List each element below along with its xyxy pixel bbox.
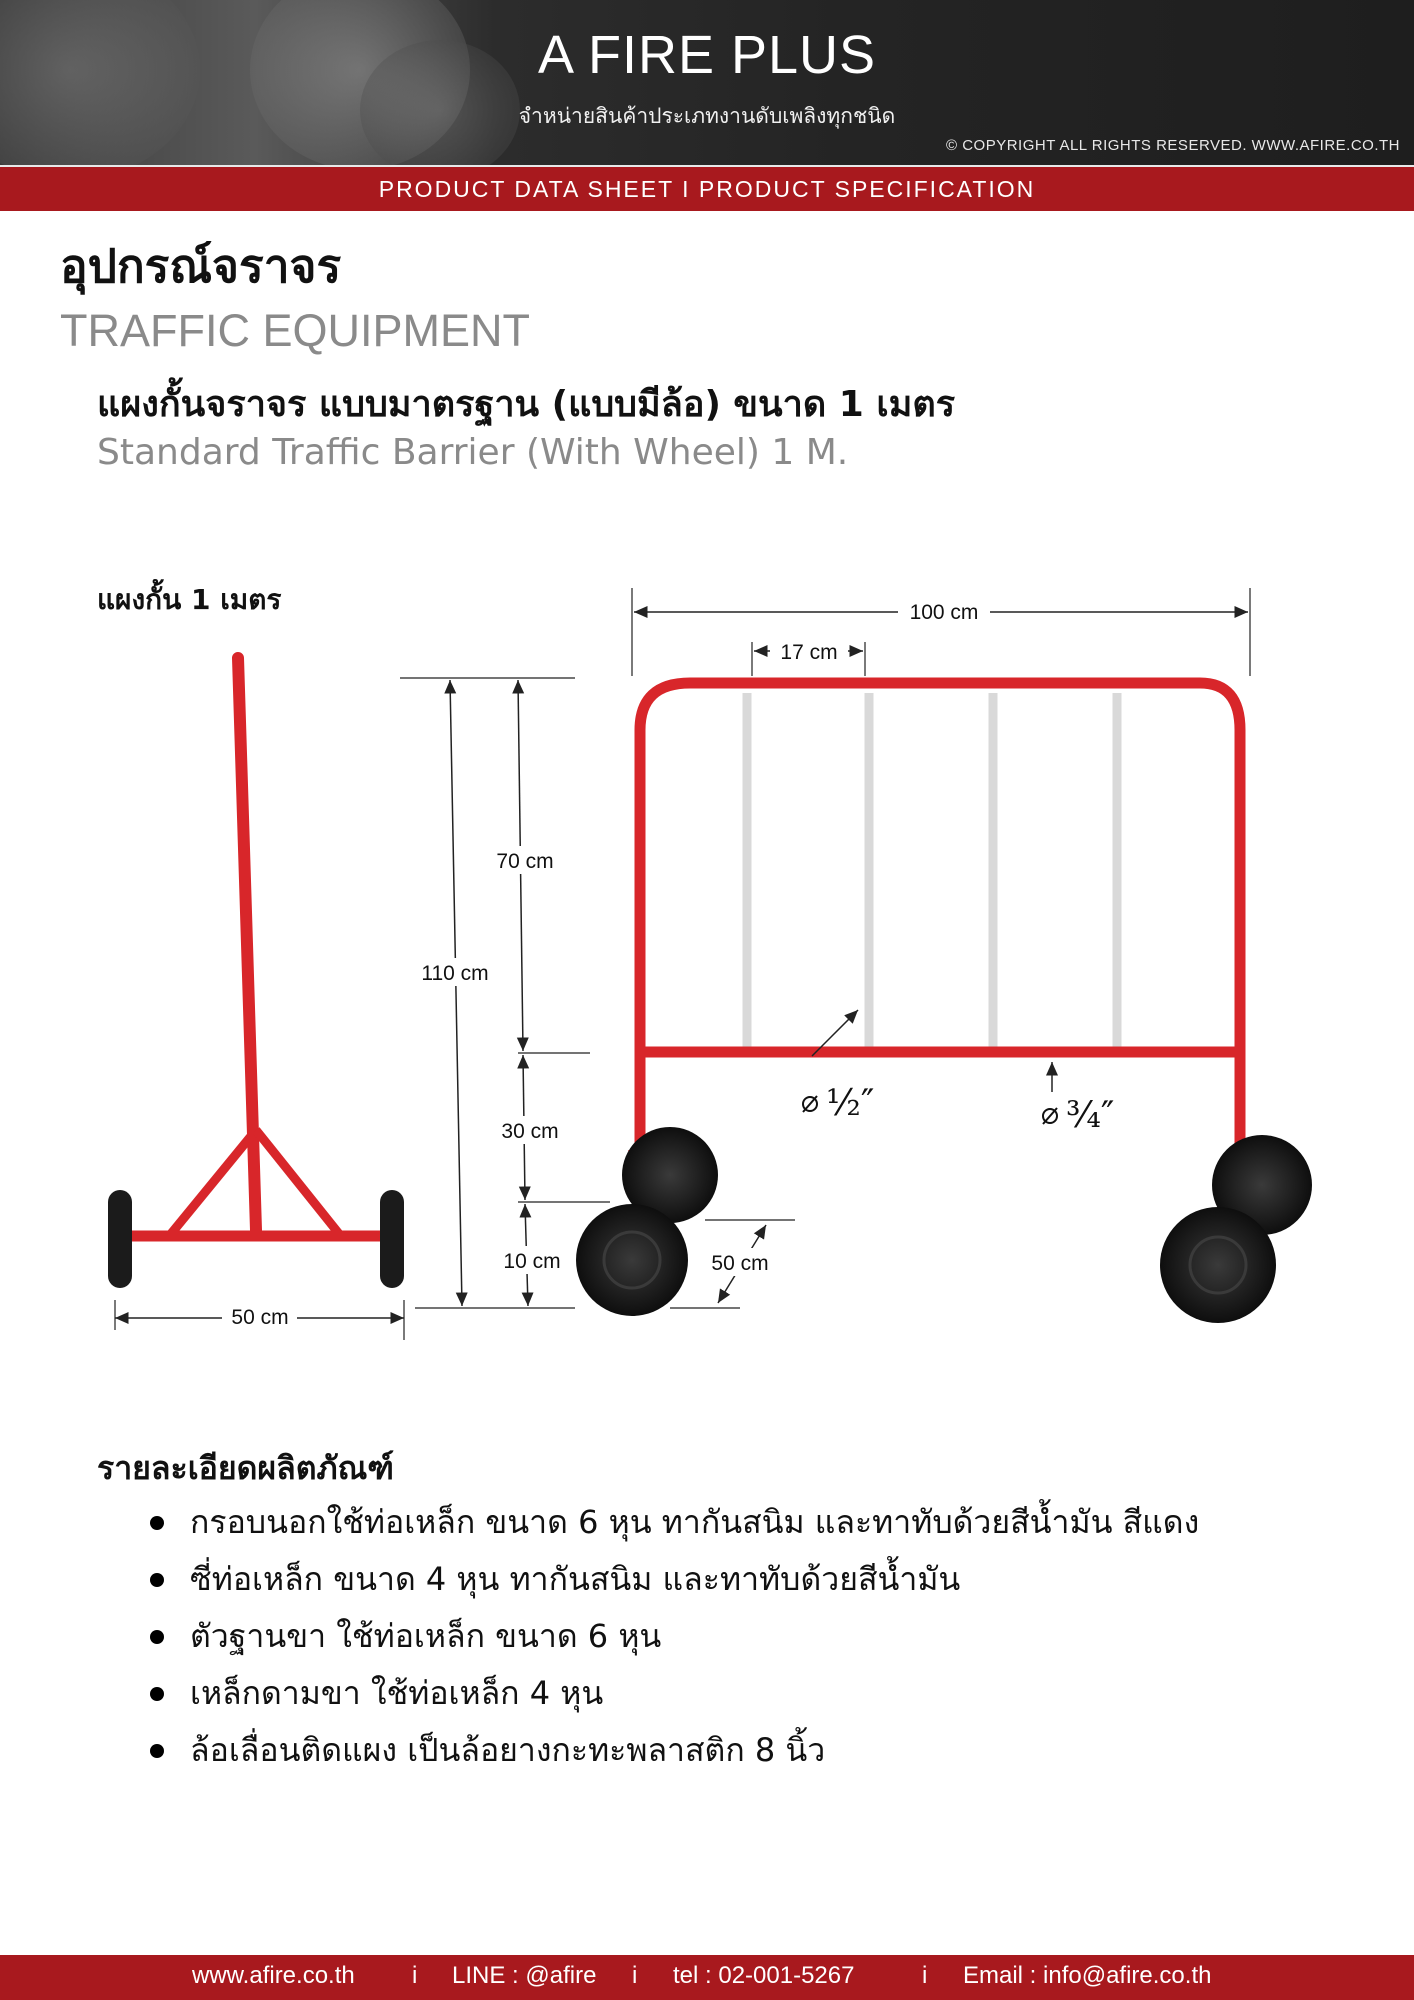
- product-name-th: แผงกั้นจราจร แบบมาตรฐาน (แบบมีล้อ) ขนาด 1 เมตร: [97, 384, 956, 425]
- pipe-size-bar: ½″: [826, 1083, 875, 1124]
- front-wheel: [1160, 1207, 1276, 1323]
- list-item: ซี่ท่อเหล็ก ขนาด 4 หุน ทากันสนิม และทาทับด้วยสีน้ำมัน: [150, 1551, 1199, 1608]
- datasheet-bar: [0, 165, 1414, 211]
- footer-separator: i: [632, 1962, 638, 1989]
- list-item: ตัวฐานขา ใช้ท่อเหล็ก ขนาด 6 หุน: [150, 1608, 1199, 1665]
- list-item: กรอบนอกใช้ท่อเหล็ก ขนาด 6 หุน ทากันสนิม และทาทับด้วยสีน้ำมัน สีแดง: [150, 1494, 1199, 1551]
- dim-height-total: 110 cm: [421, 962, 489, 985]
- dim-height-low: 10 cm: [503, 1250, 561, 1273]
- category-title-th: อุปกรณ์จราจร: [60, 239, 342, 293]
- page-header: [0, 0, 1414, 165]
- footer-separator: i: [922, 1962, 928, 1989]
- list-item: เหล็กดามขา ใช้ท่อเหล็ก 4 หุน: [150, 1665, 1199, 1722]
- dim-width: 100 cm: [909, 601, 979, 624]
- footer-separator: i: [412, 1962, 418, 1989]
- footer-website-link[interactable]: www.afire.co.th: [192, 1962, 355, 1989]
- height-dimensions: [400, 678, 610, 1308]
- front-view: [576, 588, 1312, 1323]
- bullet-icon: [150, 1573, 164, 1587]
- side-view: [108, 658, 404, 1340]
- brand-tagline: จำหน่ายสินค้าประเภทงานดับเพลิงทุกชนิด: [518, 104, 896, 128]
- pipe-size-frame: ¾″: [1066, 1095, 1115, 1136]
- dim-bar-spacing: 17 cm: [780, 641, 838, 664]
- copyright-notice: © COPYRIGHT ALL RIGHTS RESERVED. WWW.AFIRE.CO.TH: [946, 137, 1400, 154]
- dim-base-width: 50 cm: [231, 1306, 289, 1329]
- dim-height-mid: 30 cm: [501, 1120, 559, 1143]
- bullet-icon: [150, 1516, 164, 1530]
- side-wheel-right: [380, 1190, 404, 1288]
- list-item: ล้อเลื่อนติดแผง เป็นล้อยางกะทะพลาสติก 8 นิ้ว: [150, 1722, 1199, 1779]
- category-title-en: TRAFFIC EQUIPMENT: [60, 305, 530, 356]
- bullet-icon: [150, 1687, 164, 1701]
- footer-tel[interactable]: tel : 02-001-5267: [673, 1962, 855, 1989]
- footer-line-link[interactable]: LINE : @afire: [452, 1962, 597, 1989]
- brand-name: A FIRE PLUS: [537, 25, 877, 85]
- page-footer: [0, 1955, 1414, 2000]
- bullet-icon: [150, 1630, 164, 1644]
- product-name-en: Standard Traffic Barrier (With Wheel) 1 M.: [97, 432, 849, 473]
- datasheet-bar-label: PRODUCT DATA SHEET I PRODUCT SPECIFICATION: [378, 176, 1036, 202]
- details-heading: รายละเอียดผลิตภัณฑ์: [97, 1449, 394, 1487]
- front-wheel: [576, 1204, 688, 1316]
- bullet-icon: [150, 1744, 164, 1758]
- dim-height-upper: 70 cm: [496, 850, 554, 873]
- diagram-caption: แผงกั้น 1 เมตร: [97, 583, 282, 616]
- details-list: [150, 1494, 1199, 1779]
- footer-email-link[interactable]: Email : info@afire.co.th: [963, 1962, 1212, 1989]
- side-wheel-left: [108, 1190, 132, 1288]
- dim-base-depth: 50 cm: [711, 1252, 769, 1275]
- barrier-diagram: [0, 570, 1414, 1340]
